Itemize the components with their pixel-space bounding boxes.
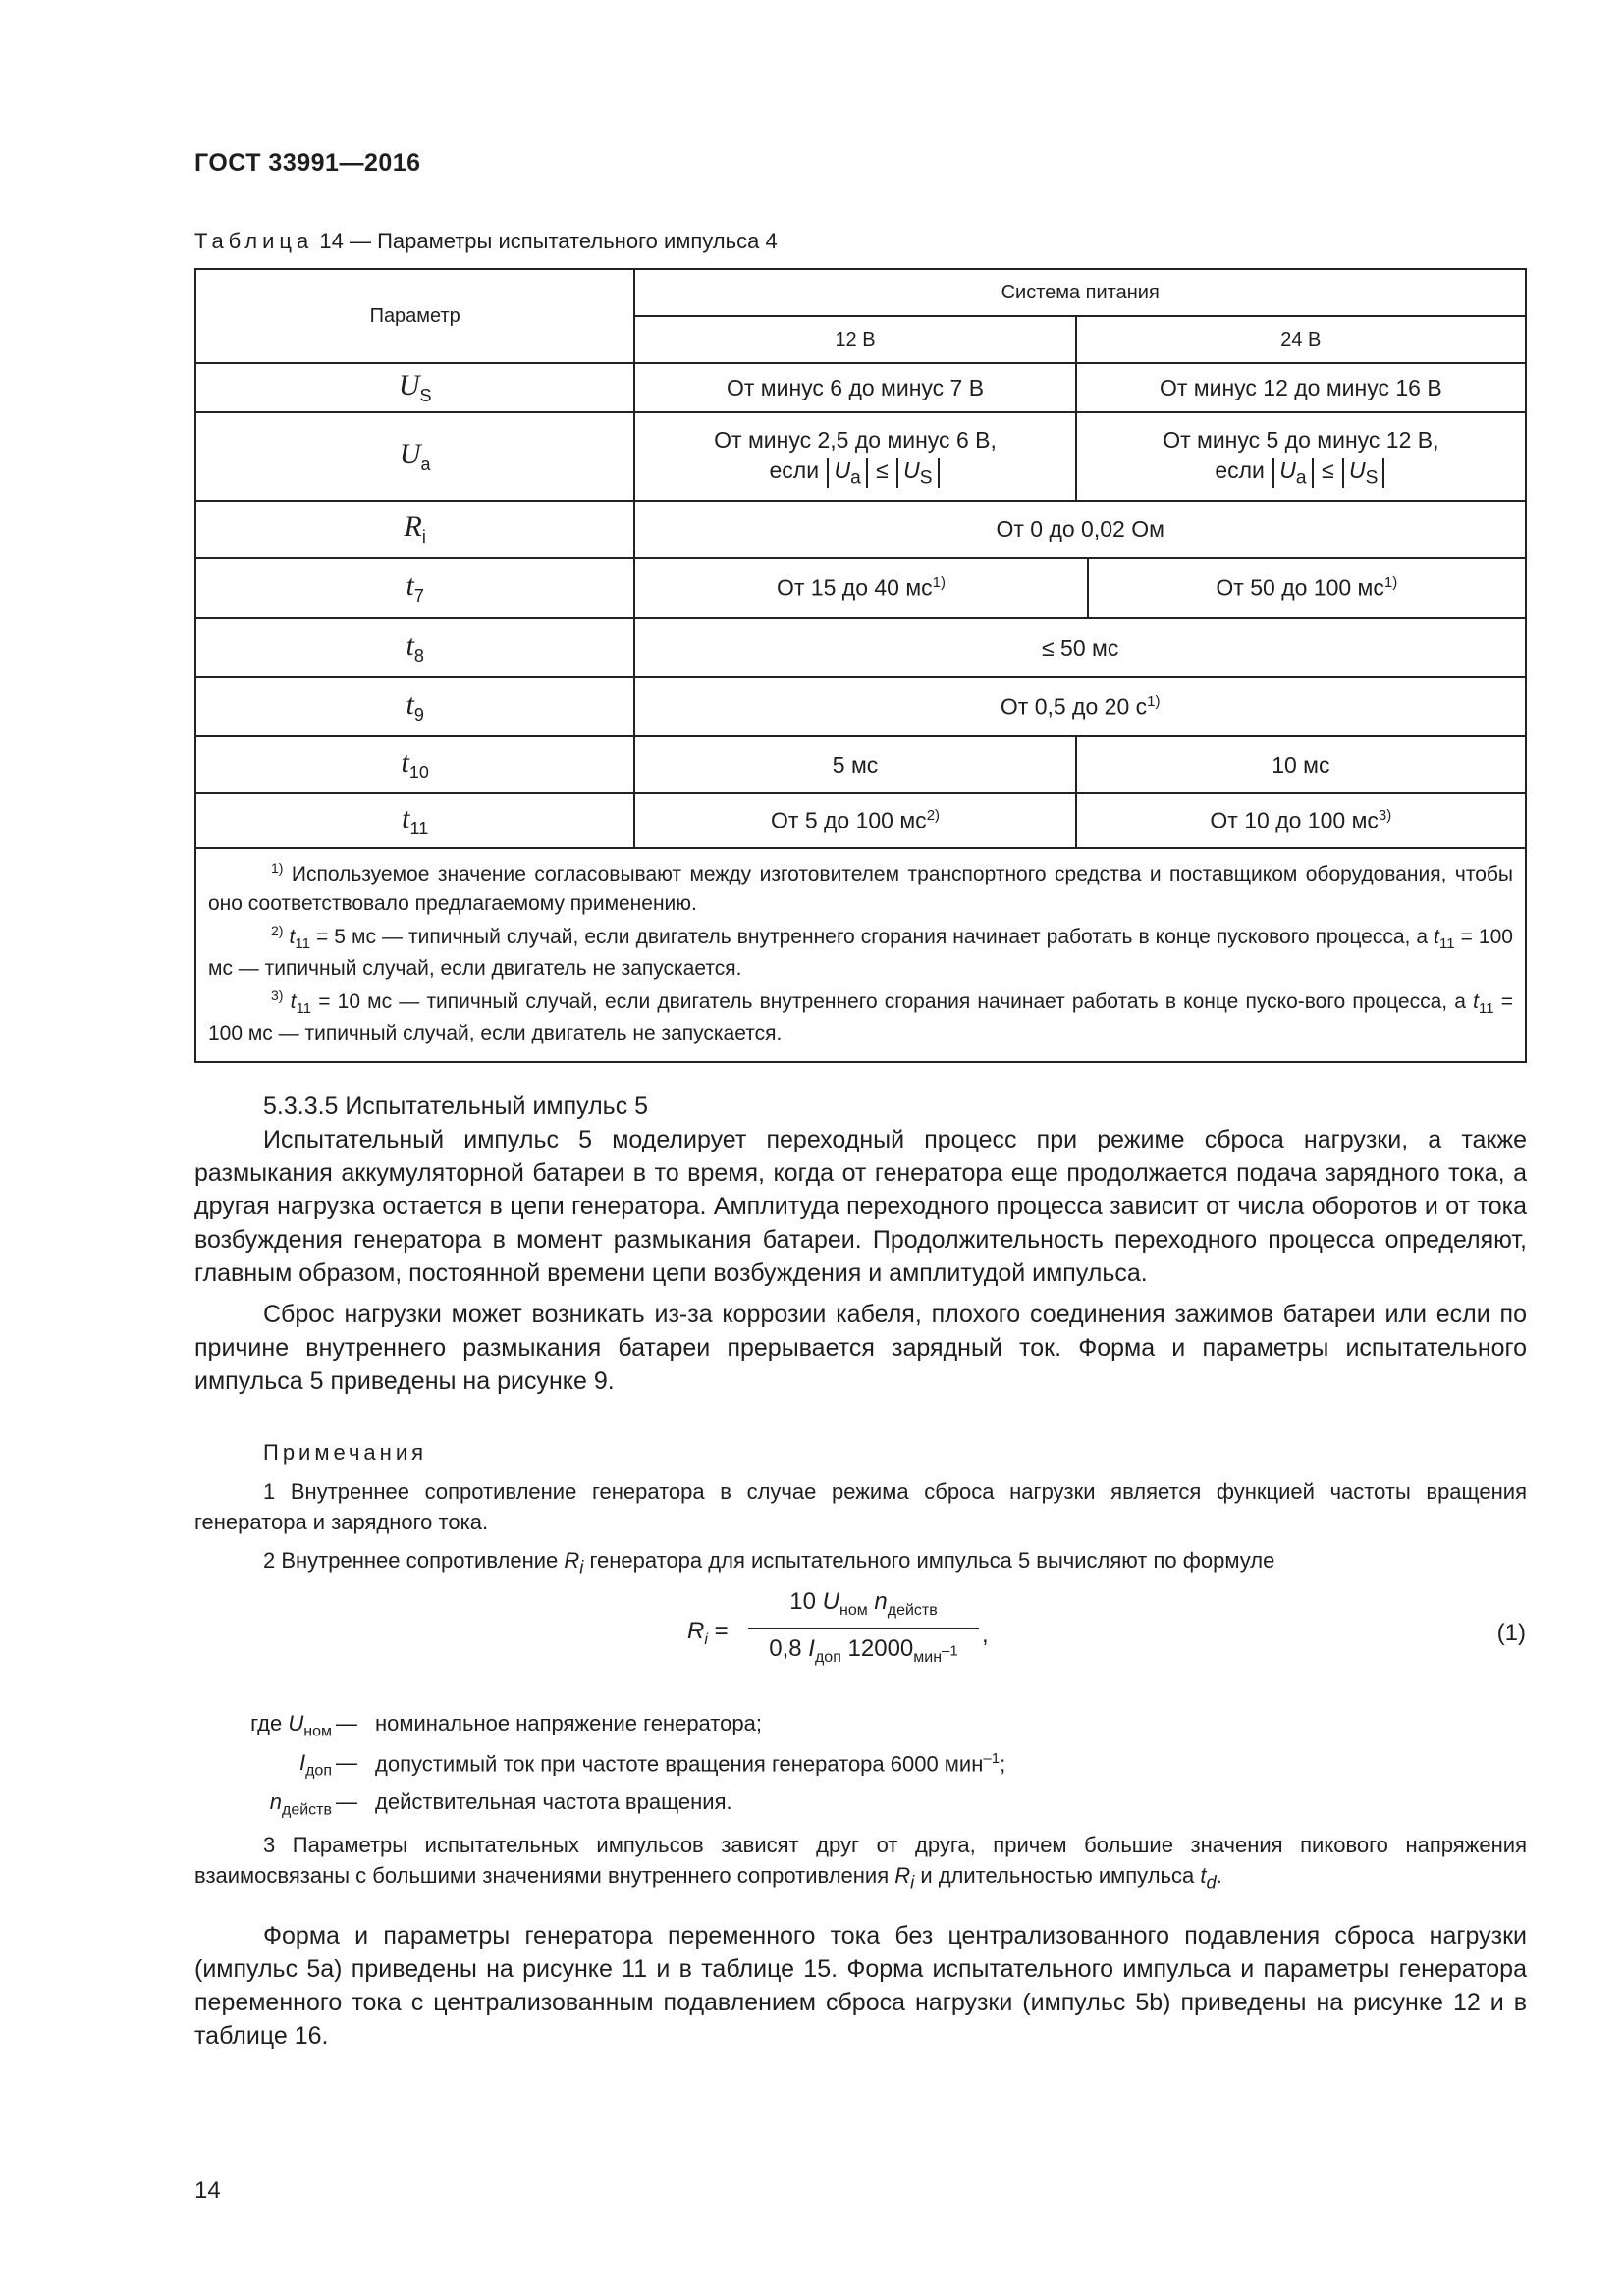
cell-ri-all: От 0 до 0,02 Ом bbox=[634, 501, 1526, 558]
table-row bbox=[195, 412, 1526, 501]
cell-t7-24v: От 50 до 100 мс$^{1)}$ bbox=[1088, 558, 1526, 618]
note-2: 2 Внутреннее сопротивление $R_i$ генератора для испытательного импульса 5 вычисляют по формуле bbox=[263, 1547, 1275, 1576]
header-parameter: Параметр bbox=[195, 269, 634, 363]
closing-paragraph: Форма и параметры генератора переменного тока без централизованного подавления сброса нагрузки (импульс 5а) приведены на рисунке 11 и в таблице 15. Форма испытательного импульса и параметры генератора переменного тока с централизованным подавлением сброса нагрузки (импульс 5b) приведены на рисунке 12 и в таблице 16. bbox=[194, 1922, 1527, 2050]
param-t7: $t_7$ bbox=[195, 558, 634, 618]
formula bbox=[687, 1588, 1100, 1677]
cell-us-24v: От минус 12 до минус 16 В bbox=[1076, 363, 1526, 412]
header-12v: 12 В bbox=[634, 316, 1075, 363]
table-footnotes-row bbox=[195, 848, 1526, 1062]
param-ri: $R_i$ bbox=[195, 501, 634, 558]
table-caption bbox=[194, 229, 778, 254]
cell-ua-12v bbox=[634, 412, 1075, 501]
footnote-2: $^{2)}$ $t_{11} = 5$ мс — типичный случай, если двигатель внутреннего сгорания начинает работать в конце пускового процесса, а $t_{11} = 100$ мс — типичный случай, если двигатель не запускается. bbox=[208, 922, 1513, 981]
formula-fraction bbox=[748, 1588, 979, 1667]
table-caption-word: Таблица bbox=[194, 229, 314, 253]
param-t11: $t_{11}$ bbox=[195, 793, 634, 848]
document-code: ГОСТ 33991—2016 bbox=[194, 149, 421, 177]
equation-number: (1) bbox=[1496, 1620, 1526, 1646]
parameters-table bbox=[194, 268, 1527, 1063]
table-row bbox=[195, 793, 1526, 848]
cell-t8-all: ≤ 50 мс bbox=[634, 618, 1526, 677]
table-footnotes bbox=[195, 848, 1526, 1062]
footnote-3: $^{3)}$ $t_{11} = 10$ мс — типичный случай, если двигатель внутреннего сгорания начинает работать в конце пуско-вого процесса, а $t_{11} = 100$ мс — типичный случай, если двигатель не запускается. bbox=[208, 987, 1513, 1045]
param-ua: $U_a$ bbox=[195, 412, 634, 501]
cell-t11-12v: От 5 до 100 мс$^{2)}$ bbox=[634, 793, 1075, 848]
cell-t10-24v: 10 мс bbox=[1076, 736, 1526, 793]
param-t8: $t_8$ bbox=[195, 618, 634, 677]
section-paragraph-1: Испытательный импульс 5 моделирует переходный процесс при режиме сброса нагрузки, а также размыкания аккумуляторной батареи в то время, когда от генератора еще продолжается подача зарядного тока, а другая нагрузка остается в цепи генератора. Амплитуда переходного процесса зависит от числа оборотов и от тока возбуждения генератора в момент размыкания батареи. Продолжительность переходного процесса определяют, главным образом, постоянной времени цепи возбуждения и амплитудой импульса. bbox=[194, 1126, 1527, 1287]
param-us: $U_S$ bbox=[195, 363, 634, 412]
formula-denominator: 0,8 $I_{доп}$ $12000_{мин^{-1}}$ bbox=[769, 1635, 958, 1666]
table-row bbox=[195, 558, 1526, 618]
ua-24v-line1: От минус 5 до минус 12 В, bbox=[1163, 426, 1439, 453]
footnote-1: $^{1)}$ Используемое значение согласовывают между изготовителем транспортного средства и поставщиком оборудования, чтобы оно соответствовало предлагаемому применению. bbox=[208, 860, 1513, 915]
header-24v: 24 В bbox=[1076, 316, 1526, 363]
section-title: 5.3.3.5 Испытательный импульс 5 bbox=[263, 1093, 649, 1120]
table-caption-title: 14 — Параметры испытательного импульса 4 bbox=[313, 229, 778, 253]
notes-block bbox=[194, 1477, 1527, 1579]
cell-us-12v: От минус 6 до минус 7 В bbox=[634, 363, 1075, 412]
formula-lhs: $R_i$ = bbox=[687, 1618, 729, 1648]
note-3: 3 Параметры испытательных импульсов зависят друг от друга, причем большие значения пикового напряжения взаимосвязаны с большими значениями внутреннего сопротивления $R_i$ и длительностью импульса $t_d$. bbox=[194, 1833, 1527, 1893]
param-t9: $t_9$ bbox=[195, 677, 634, 736]
cell-ua-24v bbox=[1076, 412, 1526, 501]
table-row bbox=[195, 618, 1526, 677]
formula-comma: , bbox=[982, 1622, 989, 1648]
closing-block bbox=[194, 1919, 1527, 2053]
notes-title: Примечания bbox=[263, 1440, 428, 1465]
ua-12v-condition: если $U_a \le U_S$ bbox=[643, 455, 1066, 489]
table-row bbox=[195, 363, 1526, 412]
note-3-block bbox=[194, 1831, 1527, 1895]
note-1: 1 Внутреннее сопротивление генератора в случае режима сброса нагрузки является функцией частоты вращения генератора и зарядного тока. bbox=[194, 1479, 1527, 1534]
ua-24v-condition: если $U_a \le U_S$ bbox=[1085, 455, 1517, 489]
table-row bbox=[195, 677, 1526, 736]
param-t10: $t_{10}$ bbox=[195, 736, 634, 793]
page-number: 14 bbox=[194, 2177, 221, 2204]
cell-t11-24v: От 10 до 100 мс$^{3)}$ bbox=[1076, 793, 1526, 848]
cell-t7-12v: От 15 до 40 мс$^{1)}$ bbox=[634, 558, 1087, 618]
formula-numerator: 10 $U_{ном}$ $n_{действ}$ bbox=[789, 1588, 938, 1619]
table-row bbox=[195, 736, 1526, 793]
table-row bbox=[195, 501, 1526, 558]
header-power-system: Система питания bbox=[634, 269, 1526, 316]
cell-t9-all: От 0,5 до 20 с$^{1)}$ bbox=[634, 677, 1526, 736]
section-body bbox=[194, 1090, 1527, 1398]
ua-12v-line1: От минус 2,5 до минус 6 В, bbox=[714, 426, 997, 453]
cell-t10-12v: 5 мс bbox=[634, 736, 1075, 793]
section-paragraph-2: Сброс нагрузки может возникать из-за коррозии кабеля, плохого соединения зажимов батареи или если по причине внутреннего размыкания батареи прерывается зарядный ток. Форма и параметры испытательного импульса 5 приведены на рисунке 9. bbox=[194, 1301, 1527, 1395]
